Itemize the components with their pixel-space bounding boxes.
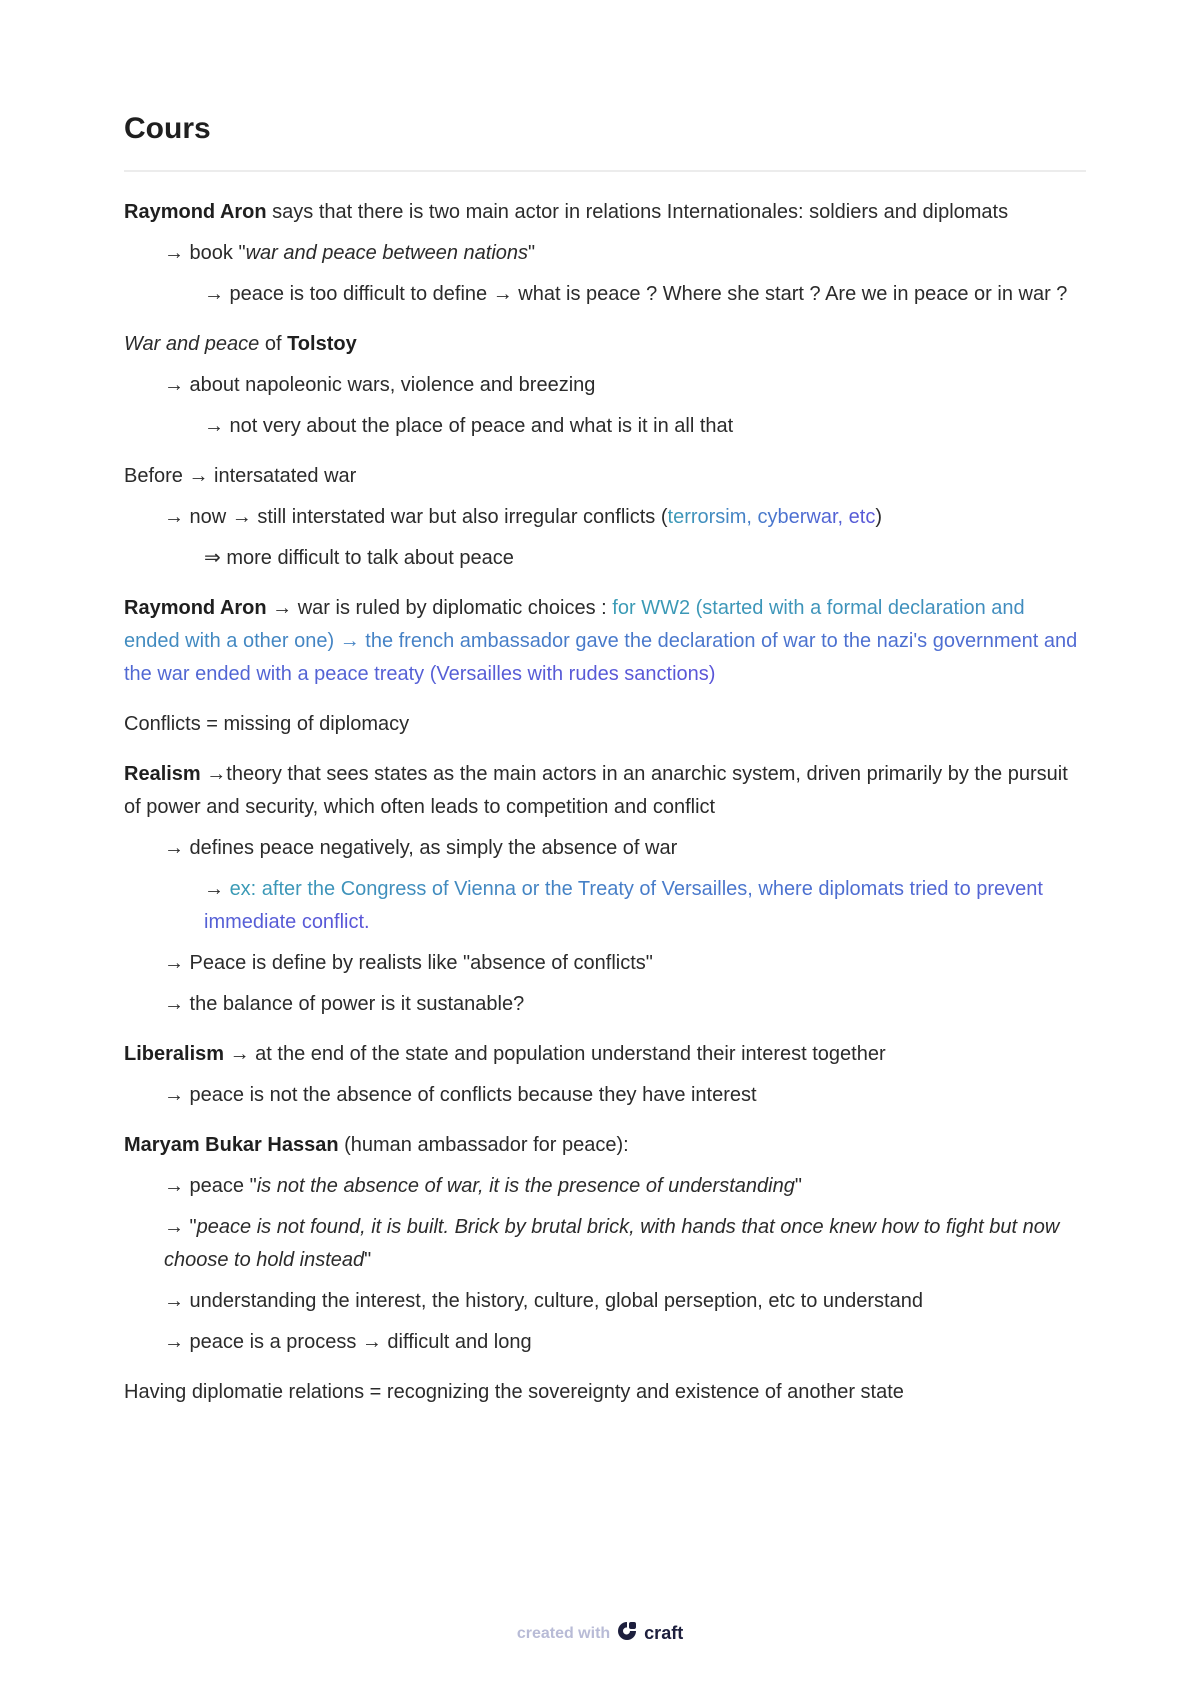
paragraph-aron-diplomatic	[124, 592, 1079, 691]
bullet-now	[124, 501, 1079, 534]
paragraph-liberalism	[124, 1038, 1079, 1071]
bullet-napoleonic	[124, 369, 1079, 402]
italic-text: War and peace	[124, 333, 260, 355]
bullet-brick-quote	[124, 1211, 1079, 1277]
highlight-text: ex: after the Congress of Vienna or the Treaty of Versailles, where diplomats tried to prevent immediate conflict.	[204, 878, 1043, 933]
highlight-text: terrorsim, cyberwar, etc	[667, 506, 876, 528]
text: ⇒ more difficult to talk about peace	[204, 547, 514, 569]
text: "	[364, 1249, 372, 1271]
bullet-peace-define	[124, 278, 1079, 311]
bullet-understanding-interest	[124, 1285, 1079, 1318]
text: → now → still interstated war but also irregular conflicts (	[164, 506, 668, 528]
text: of	[259, 333, 288, 355]
text: )	[875, 506, 883, 528]
footer-watermark	[0, 1620, 1200, 1647]
text: Before → intersatated war	[124, 465, 357, 487]
paragraph-tolstoy	[124, 328, 1079, 361]
text: Conflicts = missing of diplomacy	[124, 713, 410, 735]
bullet-balance-of-power	[124, 988, 1079, 1021]
craft-logo-icon	[616, 1620, 638, 1647]
paragraph-hassan	[124, 1129, 1079, 1162]
text: → "	[164, 1216, 197, 1238]
bullet-not-absence	[124, 1079, 1079, 1112]
text: → the balance of power is it sustanable?	[164, 993, 525, 1015]
created-with-label: created with	[516, 1624, 611, 1642]
bold-text: Raymond Aron	[124, 201, 267, 223]
bold-text: Raymond Aron	[124, 597, 267, 619]
bullet-more-difficult	[124, 542, 1079, 575]
text: → peace "	[164, 1175, 257, 1197]
text: → at the end of the state and population understand their interest together	[224, 1043, 886, 1065]
paragraph-diplomatic-relations	[124, 1376, 1079, 1409]
bullet-place-of-peace	[124, 410, 1079, 443]
highlight-text: for WW2 (started with a formal declaration and ended with a other one) → the french ambassador gave the declaration of war to the nazi's government and the war ended with a peace treaty (Versailles with rudes sanctions)	[124, 597, 1078, 685]
italic-text: peace is not found, it is built. Brick by brutal brick, with hands that once knew how to fight but now choose to hold instead	[164, 1216, 1060, 1271]
paragraph-conflicts	[124, 708, 1079, 741]
bold-text: Maryam Bukar Hassan	[124, 1134, 339, 1156]
italic-text: is not the absence of war, it is the presence of understanding	[256, 1175, 795, 1197]
craft-brand-label: craft	[644, 1623, 684, 1643]
bullet-process	[124, 1326, 1079, 1359]
bullet-book	[124, 237, 1079, 270]
text: → defines peace negatively, as simply the absence of war	[164, 837, 678, 859]
bullet-presence-understanding	[124, 1170, 1079, 1203]
paragraph-realism	[124, 758, 1079, 824]
bullet-defines-peace	[124, 832, 1079, 865]
title-divider	[124, 170, 1086, 172]
text: → not very about the place of peace and what is it in all that	[204, 415, 734, 437]
bold-text: Liberalism	[124, 1043, 225, 1065]
text: → about napoleonic wars, violence and breezing	[164, 374, 596, 396]
bullet-example-vienna	[124, 873, 1079, 939]
text: says that there is two main actor in relations Internationales: soldiers and diplomats	[266, 201, 1009, 223]
bold-text: Tolstoy	[287, 333, 357, 355]
text: → book "	[164, 242, 246, 264]
bullet-realists-define	[124, 947, 1079, 980]
document-body	[124, 196, 1079, 1409]
text: (human ambassador for peace):	[338, 1134, 629, 1156]
text: "	[794, 1175, 802, 1197]
text: → war is ruled by diplomatic choices :	[266, 597, 613, 619]
text: → peace is a process → difficult and long	[164, 1331, 532, 1353]
text: → understanding the interest, the history, culture, global perseption, etc to understand	[164, 1290, 923, 1312]
text: Having diplomatie relations = recognizing the sovereignty and existence of another state	[124, 1381, 904, 1403]
text: → peace is not the absence of conflicts because they have interest	[164, 1084, 757, 1106]
text: → peace is too difficult to define → what is peace ? Where she start ? Are we in peace or in war ?	[204, 283, 1068, 305]
page-title: Cours	[124, 112, 211, 145]
text: → Peace is define by realists like "absence of conflicts"	[164, 952, 653, 974]
paragraph-aron-actors	[124, 196, 1079, 229]
text: "	[528, 242, 536, 264]
italic-text: war and peace between nations	[245, 242, 529, 264]
paragraph-before	[124, 460, 1079, 493]
text: →	[204, 878, 230, 900]
text: →theory that sees states as the main actors in an anarchic system, driven primarily by the pursuit of power and security, which often leads to competition and conflict	[124, 763, 1068, 818]
bold-text: Realism	[124, 763, 201, 785]
